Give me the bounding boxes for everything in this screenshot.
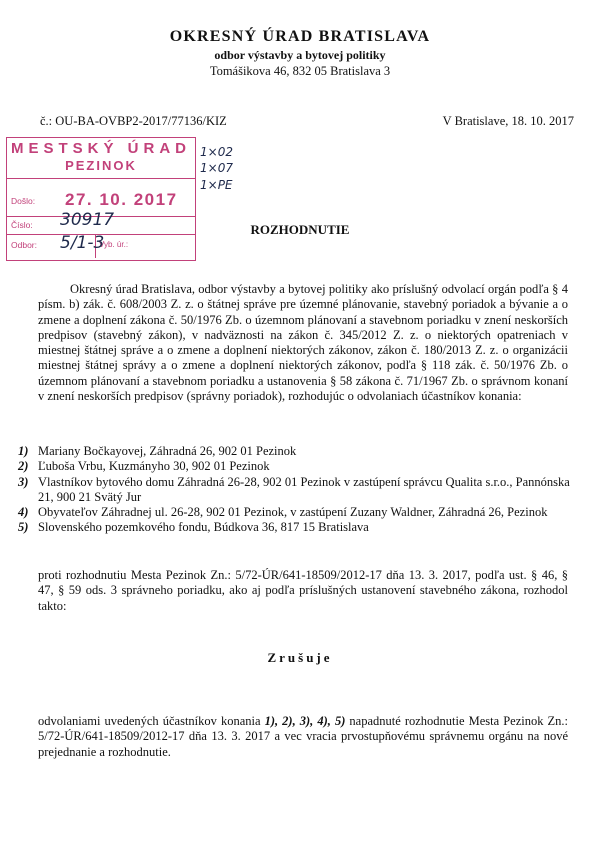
list-item [18,505,578,520]
appellants-list [18,444,578,536]
list-item-number: 5) [18,520,29,535]
margin-note: 1×02 [200,145,233,159]
stamp-number-label: Číslo: [11,220,33,230]
stamp-handler-label: Vyb. úr.: [99,240,129,249]
list-item-text: Mariany Bočkayovej, Záhradná 26, 902 01 Pezinok [38,444,297,458]
stamp-received-label: Došlo: [11,196,36,206]
reference-number: č.: OU-BA-OVBP2-2017/77136/KIZ [40,114,227,128]
list-item [18,475,578,506]
office-address: Tomášikova 46, 832 05 Bratislava 3 [209,64,391,78]
place-date: V Bratislave, 18. 10. 2017 [442,114,574,128]
stamp-received-date: 27. 10. 2017 [65,190,178,209]
document-title: ROZHODNUTIE [250,222,350,237]
department-name: odbor výstavby a bytovej politiky [214,48,386,62]
conclusion-text-before: odvolaniami uvedených účastníkov konania [38,714,265,728]
intro-paragraph: Okresný úrad Bratislava, odbor výstavby a bytovej politiky ako príslušný odvolací orgán podľa § 4 písm. b) zák. č. 608/2003 Z. z. o štátnej správe pre územné plánovanie, stavebný poriadok a bývanie a o zmene a doplnení zákona č. 50/1976 Zb. o územnom plánovaní a stavebnom poriadku v znení neskorších predpisov (stavebný zákon), v nadväznosti na zákon č. 345/2012 Z. z. o niektorých opatreniach v miestnej štátnej správe a o zmene a doplnení niektorých zákonov, zákon č. 180/2013 Z. z. o organizácii miestnej štátnej správy a o zmene a doplnení niektorých zákonov, podľa § 118 zák. č. 50/1976 Zb. o územnom plánovaní a stavebnom poriadku a ustanovenia § 58 zákona č. 71/1967 Zb. o správnom konaní v znení neskorších predpisov (správny poriadok), rozhodujúc o odvolaniach účastníkov konania: [38,282,568,404]
list-item-number: 1) [18,444,29,458]
stamp-line1: MESTSKÝ ÚRAD [10,140,191,157]
stamp-divider [7,178,195,179]
list-item [18,459,578,474]
list-item-text: Ľuboša Vrbu, Kuzmányho 30, 902 01 Pezinok [38,459,270,474]
verdict-heading: Zrušuje [267,650,333,665]
conclusion-refs: 1), 2), 3), 4), 5) [264,714,346,728]
list-item-text: Vlastníkov bytového domu Záhradná 26-28, 902 01 Pezinok v zastúpení správcu Qualita s.r.o., Pannónska 21, 900 21 Svätý Jur [38,474,570,504]
office-title: OKRESNÝ ÚRAD BRATISLAVA [169,28,431,45]
list-item-number: 2) [18,459,29,474]
list-item-number: 4) [18,505,29,520]
list-item [18,444,578,459]
handwritten-department: 5/1-3 [60,233,105,253]
stamp-department-label: Odbor: [11,240,37,250]
list-item [18,520,578,535]
list-item-text: Obyvateľov Záhradnej ul. 26-28, 902 01 Pezinok, v zastúpení Zuzany Waldner, Záhradná 26, Pezinok [38,505,548,520]
margin-note: 1×07 [200,161,233,175]
list-item-text: Slovenského pozemkového fondu, Búdkova 36, 817 15 Bratislava [38,520,369,535]
conclusion-text-after: napadnuté rozhodnutie Mesta Pezinok Zn.: 5/72-ÚR/641-18509/2012-17 dňa 13. 3. 2017 a vec vracia prvostupňovému správnemu orgánu na nové prejednanie a rozhodnutie. [38,714,568,759]
against-paragraph: proti rozhodnutiu Mesta Pezinok Zn.: 5/72-ÚR/641-18509/2012-17 dňa 13. 3. 2017, podľa ust. § 46, § 47, § 59 ods. 3 správneho poriadku, ako aj podľa príslušných ustanovení stavebného zákona, rozhodol takto: [38,568,568,613]
conclusion-paragraph [38,714,568,760]
handwritten-number: 30917 [60,210,115,230]
stamp-line2: PEZINOK [65,158,137,173]
margin-note: 1×PE [200,178,233,192]
list-item-number: 3) [18,474,29,489]
